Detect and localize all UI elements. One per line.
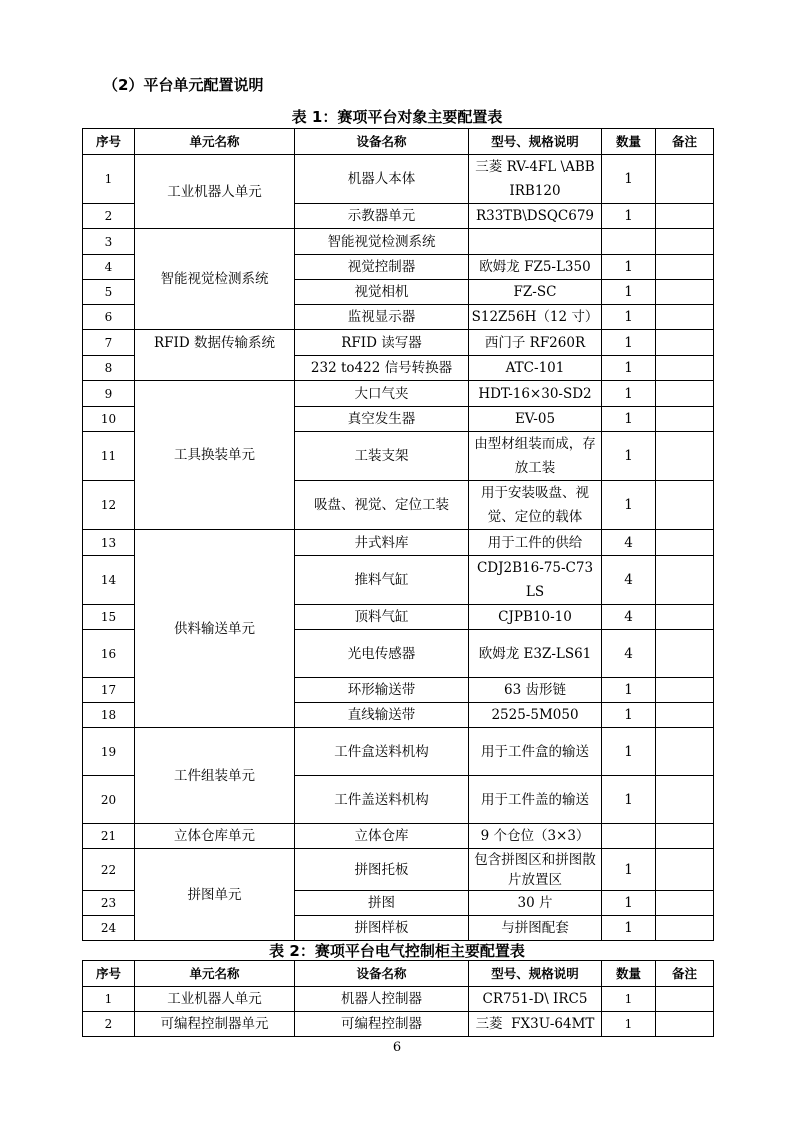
row-no: 24 (83, 916, 135, 941)
row-no: 20 (83, 776, 135, 824)
note (656, 678, 714, 703)
table-row (83, 229, 714, 255)
quantity: 1 (602, 481, 656, 530)
row-no: 22 (83, 849, 135, 891)
device-name: 井式料库 (295, 530, 469, 556)
header-note: 备注 (656, 961, 714, 987)
header-note: 备注 (656, 129, 714, 155)
model-spec: 包含拼图区和拼图散片放置区 (469, 849, 602, 891)
unit-name: 工具换装单元 (135, 381, 295, 530)
quantity: 1 (602, 891, 656, 916)
model-spec: CJPB10-10 (469, 605, 602, 630)
note (656, 605, 714, 630)
device-name: 拼图托板 (295, 849, 469, 891)
header-unit: 单元名称 (135, 129, 295, 155)
note (656, 728, 714, 776)
row-no: 19 (83, 728, 135, 776)
model-spec: EV-05 (469, 407, 602, 432)
device-name: 视觉相机 (295, 280, 469, 305)
table-row (83, 155, 714, 204)
model-spec (469, 229, 602, 255)
row-no: 10 (83, 407, 135, 432)
model-spec: FZ-SC (469, 280, 602, 305)
note (656, 330, 714, 356)
table-row (83, 530, 714, 556)
model-spec: CDJ2B16-75-C73 LS (469, 556, 602, 605)
model-spec: 9 个仓位（3×3） (469, 824, 602, 849)
row-no: 15 (83, 605, 135, 630)
electrical-config-table (82, 960, 714, 1037)
note (656, 824, 714, 849)
note (656, 916, 714, 941)
device-name: 立体仓库 (295, 824, 469, 849)
note (656, 407, 714, 432)
quantity: 1 (602, 776, 656, 824)
model-spec: 欧姆龙 E3Z-LS61 (469, 630, 602, 678)
row-no: 17 (83, 678, 135, 703)
quantity: 1 (602, 330, 656, 356)
quantity: 1 (602, 728, 656, 776)
model-spec: ATC-101 (469, 356, 602, 381)
model-spec: S12Z56H（12 寸） (469, 305, 602, 330)
note (656, 530, 714, 556)
row-no: 14 (83, 556, 135, 605)
unit-name: RFID 数据传输系统 (135, 330, 295, 381)
row-no: 5 (83, 280, 135, 305)
model-spec: 用于工件的供给 (469, 530, 602, 556)
row-no: 23 (83, 891, 135, 916)
device-name: 光电传感器 (295, 630, 469, 678)
main-config-table (82, 128, 714, 941)
quantity: 1 (602, 987, 656, 1012)
unit-name: 供料输送单元 (135, 530, 295, 728)
device-name: 智能视觉检测系统 (295, 229, 469, 255)
unit-name: 可编程控制器单元 (135, 1012, 295, 1037)
quantity: 1 (602, 1012, 656, 1037)
row-no: 21 (83, 824, 135, 849)
table-row (83, 330, 714, 356)
table-row (83, 1012, 714, 1037)
device-name: 工件盖送料机构 (295, 776, 469, 824)
device-name: 视觉控制器 (295, 255, 469, 280)
row-no: 6 (83, 305, 135, 330)
row-no: 13 (83, 530, 135, 556)
row-no: 9 (83, 381, 135, 407)
model-spec: 三菱 FX3U-64MT (469, 1012, 602, 1037)
model-spec: R33TB\DSQC679 (469, 204, 602, 229)
model-spec: HDT-16×30-SD2 (469, 381, 602, 407)
device-name: 工装支架 (295, 432, 469, 481)
header-no: 序号 (83, 129, 135, 155)
note (656, 481, 714, 530)
model-spec: 与拼图配套 (469, 916, 602, 941)
model-spec: 用于工件盒的输送 (469, 728, 602, 776)
quantity: 1 (602, 255, 656, 280)
row-no: 2 (83, 1012, 135, 1037)
unit-name: 工业机器人单元 (135, 987, 295, 1012)
row-no: 1 (83, 155, 135, 204)
device-name: 拼图样板 (295, 916, 469, 941)
device-name: 大口气夹 (295, 381, 469, 407)
model-spec: 由型材组装而成，存放工装 (469, 432, 602, 481)
device-name: 环形输送带 (295, 678, 469, 703)
quantity: 1 (602, 432, 656, 481)
model-spec: CR751-D\ IRC5 (469, 987, 602, 1012)
quantity: 1 (602, 678, 656, 703)
quantity: 1 (602, 356, 656, 381)
device-name: 直线输送带 (295, 703, 469, 728)
row-no: 2 (83, 204, 135, 229)
unit-name: 拼图单元 (135, 849, 295, 941)
quantity: 1 (602, 305, 656, 330)
note (656, 703, 714, 728)
note (656, 305, 714, 330)
quantity: 1 (602, 381, 656, 407)
device-name: 监视显示器 (295, 305, 469, 330)
device-name: RFID 读写器 (295, 330, 469, 356)
unit-name: 工业机器人单元 (135, 155, 295, 229)
note (656, 987, 714, 1012)
unit-name: 工件组装单元 (135, 728, 295, 824)
quantity: 1 (602, 280, 656, 305)
table2-caption: 表 2：赛项平台电气控制柜主要配置表 (269, 942, 525, 960)
quantity: 1 (602, 155, 656, 204)
table1-header-row (83, 129, 714, 155)
table-row (83, 728, 714, 776)
note (656, 432, 714, 481)
row-no: 8 (83, 356, 135, 381)
model-spec: 用于工件盖的输送 (469, 776, 602, 824)
header-model: 型号、规格说明 (469, 961, 602, 987)
note (656, 356, 714, 381)
device-name: 推料气缸 (295, 556, 469, 605)
row-no: 3 (83, 229, 135, 255)
row-no: 11 (83, 432, 135, 481)
table2-header-row (83, 961, 714, 987)
header-device: 设备名称 (295, 129, 469, 155)
table-row (83, 381, 714, 407)
quantity: 4 (602, 605, 656, 630)
model-spec: 三菱 RV-4FL \ABB IRB120 (469, 155, 602, 204)
row-no: 4 (83, 255, 135, 280)
device-name: 可编程控制器 (295, 1012, 469, 1037)
note (656, 255, 714, 280)
unit-name: 智能视觉检测系统 (135, 229, 295, 330)
header-no: 序号 (83, 961, 135, 987)
device-name: 吸盘、视觉、定位工装 (295, 481, 469, 530)
row-no: 12 (83, 481, 135, 530)
header-qty: 数量 (602, 129, 656, 155)
unit-name: 立体仓库单元 (135, 824, 295, 849)
model-spec: 西门子 RF260R (469, 330, 602, 356)
note (656, 1012, 714, 1037)
header-device: 设备名称 (295, 961, 469, 987)
model-spec: 欧姆龙 FZ5-L350 (469, 255, 602, 280)
model-spec: 30 片 (469, 891, 602, 916)
model-spec: 2525-5M050 (469, 703, 602, 728)
quantity: 1 (602, 916, 656, 941)
model-spec: 63 齿形链 (469, 678, 602, 703)
note (656, 630, 714, 678)
device-name: 工件盒送料机构 (295, 728, 469, 776)
quantity: 4 (602, 530, 656, 556)
row-no: 1 (83, 987, 135, 1012)
section-heading: （2）平台单元配置说明 (103, 76, 264, 94)
model-spec: 用于安装吸盘、视觉、定位的载体 (469, 481, 602, 530)
device-name: 机器人本体 (295, 155, 469, 204)
note (656, 776, 714, 824)
device-name: 顶料气缸 (295, 605, 469, 630)
row-no: 7 (83, 330, 135, 356)
header-model: 型号、规格说明 (469, 129, 602, 155)
table-row (83, 824, 714, 849)
row-no: 16 (83, 630, 135, 678)
device-name: 机器人控制器 (295, 987, 469, 1012)
table1-caption: 表 1：赛项平台对象主要配置表 (291, 108, 503, 126)
note (656, 849, 714, 891)
quantity: 1 (602, 849, 656, 891)
header-unit: 单元名称 (135, 961, 295, 987)
quantity: 1 (602, 407, 656, 432)
quantity: 4 (602, 556, 656, 605)
table-row (83, 987, 714, 1012)
quantity: 4 (602, 630, 656, 678)
note (656, 204, 714, 229)
page-number: 6 (392, 1040, 402, 1055)
table-row (83, 849, 714, 891)
row-no: 18 (83, 703, 135, 728)
note (656, 891, 714, 916)
quantity: 1 (602, 204, 656, 229)
quantity: 1 (602, 703, 656, 728)
note (656, 381, 714, 407)
note (656, 556, 714, 605)
device-name: 示教器单元 (295, 204, 469, 229)
device-name: 232 to422 信号转换器 (295, 356, 469, 381)
note (656, 229, 714, 255)
quantity (602, 824, 656, 849)
device-name: 拼图 (295, 891, 469, 916)
device-name: 真空发生器 (295, 407, 469, 432)
note (656, 155, 714, 204)
header-qty: 数量 (602, 961, 656, 987)
note (656, 280, 714, 305)
quantity (602, 229, 656, 255)
